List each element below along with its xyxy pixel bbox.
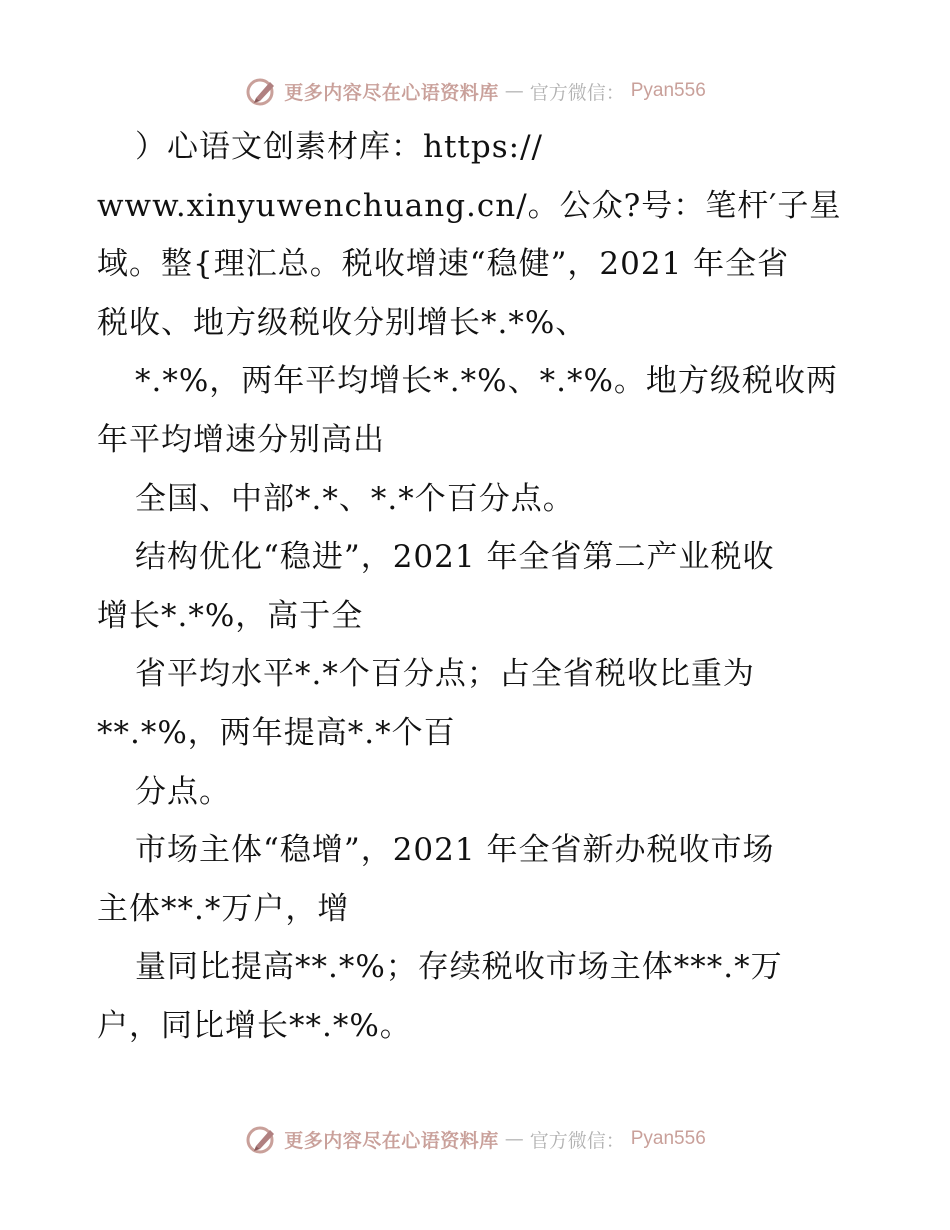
text-line: 域。整{理汇总。税收增速“稳健”，2021 年全省 (97, 246, 790, 283)
text-line: 增长*.*%，高于全 (97, 597, 364, 634)
text-line: 年平均增速分别高出 (97, 421, 385, 458)
banner-separator: — (504, 80, 524, 102)
text-line: 主体**.*万户，增 (97, 890, 350, 927)
text-line: 结构优化“稳进”，2021 年全省第二产业税收 (135, 539, 775, 576)
header-banner (0, 71, 950, 111)
text-line: **.*%，两年提高*.*个百 (97, 714, 456, 751)
wechat-label: 官方微信： (529, 1129, 625, 1152)
text-line: 户，同比增长**.*%。 (97, 1007, 412, 1044)
text-line: 省平均水平*.*个百分点；占全省税收比重为 (135, 656, 755, 693)
text-line: ）心语文创素材库：https:// (135, 129, 543, 165)
text-line: 量同比提高**.*%；存续税收市场主体***.*万 (135, 949, 783, 986)
pen-nib-logo-icon (244, 1122, 278, 1156)
text-line: 税收、地方级税收分别增长*.*%、 (97, 304, 588, 341)
pen-nib-logo-icon (244, 74, 278, 108)
brand-text: 更多内容尽在心语资料库 (284, 81, 499, 104)
text-line: www.xinyuwenchuang.cn/。公众?号：笔杆′子星 (97, 187, 842, 224)
wechat-id: Pyan556 (630, 1128, 706, 1149)
text-line: 全国、中部*.*、*.*个百分点。 (135, 480, 575, 517)
wechat-label: 官方微信： (529, 81, 625, 104)
footer-banner (0, 1119, 950, 1159)
text-line: 分点。 (135, 773, 231, 810)
banner-separator: — (504, 1128, 524, 1150)
brand-text: 更多内容尽在心语资料库 (284, 1129, 499, 1152)
wechat-id: Pyan556 (630, 80, 706, 101)
text-line: 市场主体“稳增”，2021 年全省新办税收市场 (135, 832, 775, 869)
text-line: *.*%，两年平均增长*.*%、*.*%。地方级税收两 (135, 363, 838, 400)
document-body (97, 118, 857, 1056)
